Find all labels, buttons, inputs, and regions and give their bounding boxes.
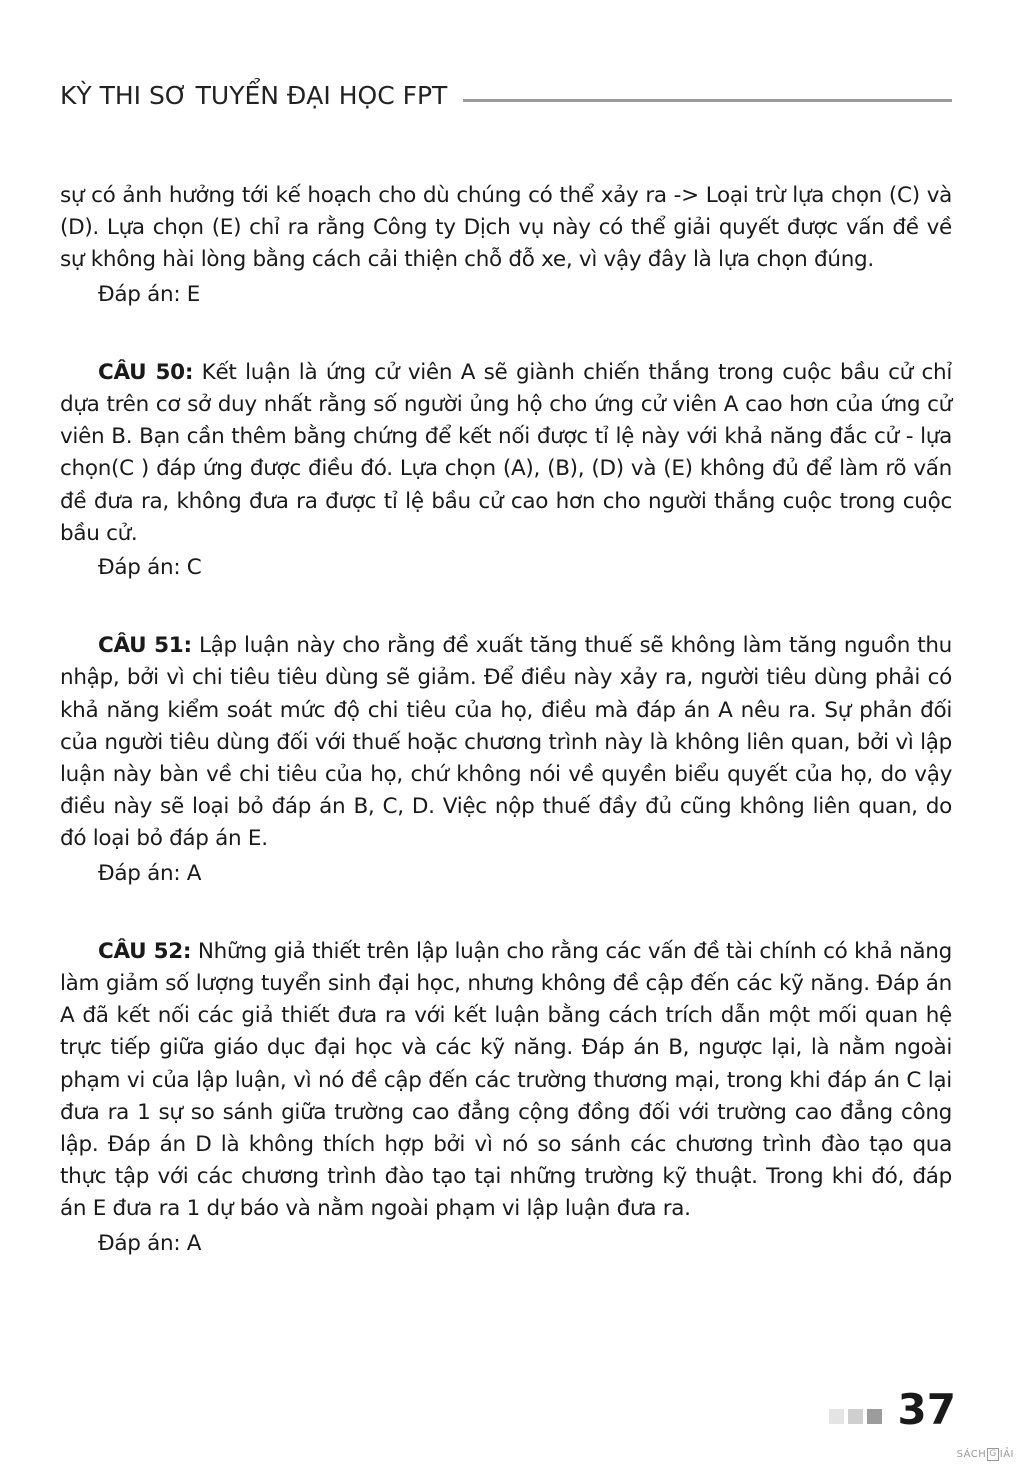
block-spacer: [60, 584, 952, 630]
page-footer: [829, 1385, 956, 1434]
question-label: CÂU 52:: [98, 938, 192, 964]
explanation-body: Những giả thiết trên lập luận cho rằng các vấn đề tài chính có khả năng làm giảm số lượng tuyển sinh đại học, nhưng không đề cập đến các kỹ năng. Đáp án A đã kết nối các giả thiết đưa ra với kết luận bằng cách trích dẫn một mối quan hệ trực tiếp giữa giáo dục đại học và các kỹ năng. Đáp án B, ngược lại, là nằm ngoài phạm vi của lập luận, vì nó đề cập đến các trường thương mại, trong khi đáp án C lại đưa ra 1 sự so sánh giữa trường cao đẳng cộng đồng đối với trường cao đẳng công lập. Đáp án D là không thích hợp bởi vì nó so sánh các chương trình đào tạo qua thực tập với các chương trình đào tạo tại những trường kỹ thuật. Trong khi đó, đáp án E đưa ra 1 dự báo và nằm ngoài phạm vi lập luận đưa ra.: [60, 938, 952, 1222]
explanation-text: [60, 357, 952, 550]
watermark-box-letter: G: [989, 1449, 997, 1459]
page-content: [60, 180, 952, 1260]
answer-line: Đáp án: E: [98, 281, 201, 307]
question-50-block: [60, 357, 952, 584]
explanation-body: sự có ảnh hưởng tới kế hoạch cho dù chúng có thể xảy ra -> Loại trừ lựa chọn (C) và (D). Lựa chọn (E) chỉ ra rằng Công ty Dịch vụ này có thể giải quyết được vấn đề về sự không hài lòng bằng cách cải thiện chỗ đỗ xe, vì vậy đây là lựa chọn đúng.: [60, 183, 952, 273]
page-marker-square: [848, 1409, 863, 1424]
page-header: [60, 70, 952, 120]
explanation-text: [60, 936, 952, 1226]
page-marker-square: [867, 1409, 882, 1424]
answer-line: Đáp án: A: [98, 1230, 202, 1256]
block-spacer: [60, 890, 952, 936]
question-label: CÂU 50:: [98, 359, 194, 385]
answer-block-continued: [60, 180, 952, 311]
header-title: KỲ THI SƠ TUYỂN ĐẠI HỌC FPT: [60, 80, 448, 110]
question-51-block: [60, 630, 952, 890]
question-label: CÂU 51:: [98, 633, 192, 659]
explanation-text: [60, 630, 952, 855]
explanation-body: Lập luận này cho rằng đề xuất tăng thuế sẽ không làm tăng nguồn thu nhập, bởi vì chi tiêu tiêu dùng sẽ giảm. Để điều này xảy ra, người tiêu dùng phải có khả năng kiểm soát mức độ chi tiêu của họ, điều mà đáp án A nêu ra. Sự phản đối của người tiêu dùng đối với thuế hoặc chương trình này là không liên quan, bởi vì lập luận này bàn về chi tiêu của họ, chứ không nói về quyền biểu quyết của họ, do vậy điều này sẽ loại bỏ đáp án B, C, D. Việc nộp thuế đầy đủ cũng không liên quan, do đó loại bỏ đáp án E.: [60, 633, 952, 852]
page-number: 37: [897, 1385, 956, 1434]
question-52-block: [60, 936, 952, 1260]
block-spacer: [60, 311, 952, 357]
watermark-text-right: IẢI: [999, 1449, 1014, 1460]
answer-line: Đáp án: A: [98, 860, 202, 886]
explanation-text: [60, 180, 952, 277]
watermark-text-left: SÁCH: [956, 1449, 987, 1460]
explanation-body: Kết luận là ứng cử viên A sẽ giành chiến thắng trong cuộc bầu cử chỉ dựa trên cơ sở duy nhất rằng số người ủng hộ cho ứng cử viên A cao hơn của ứng cử viên B. Bạn cần thêm bằng chứng để kết nối được tỉ lệ này với khả năng đắc cử - lựa chọn(C ) đáp ứng được điều đó. Lựa chọn (A), (B), (D) và (E) không đủ để làm rõ vấn đề đưa ra, không đưa ra được tỉ lệ bầu cử cao hơn cho người thắng cuộc trong cuộc bầu cử.: [60, 359, 952, 546]
page-marker-square: [829, 1409, 844, 1424]
header-rule: [463, 99, 952, 102]
watermark: [957, 1448, 1014, 1461]
answer-line: Đáp án: C: [98, 555, 202, 581]
